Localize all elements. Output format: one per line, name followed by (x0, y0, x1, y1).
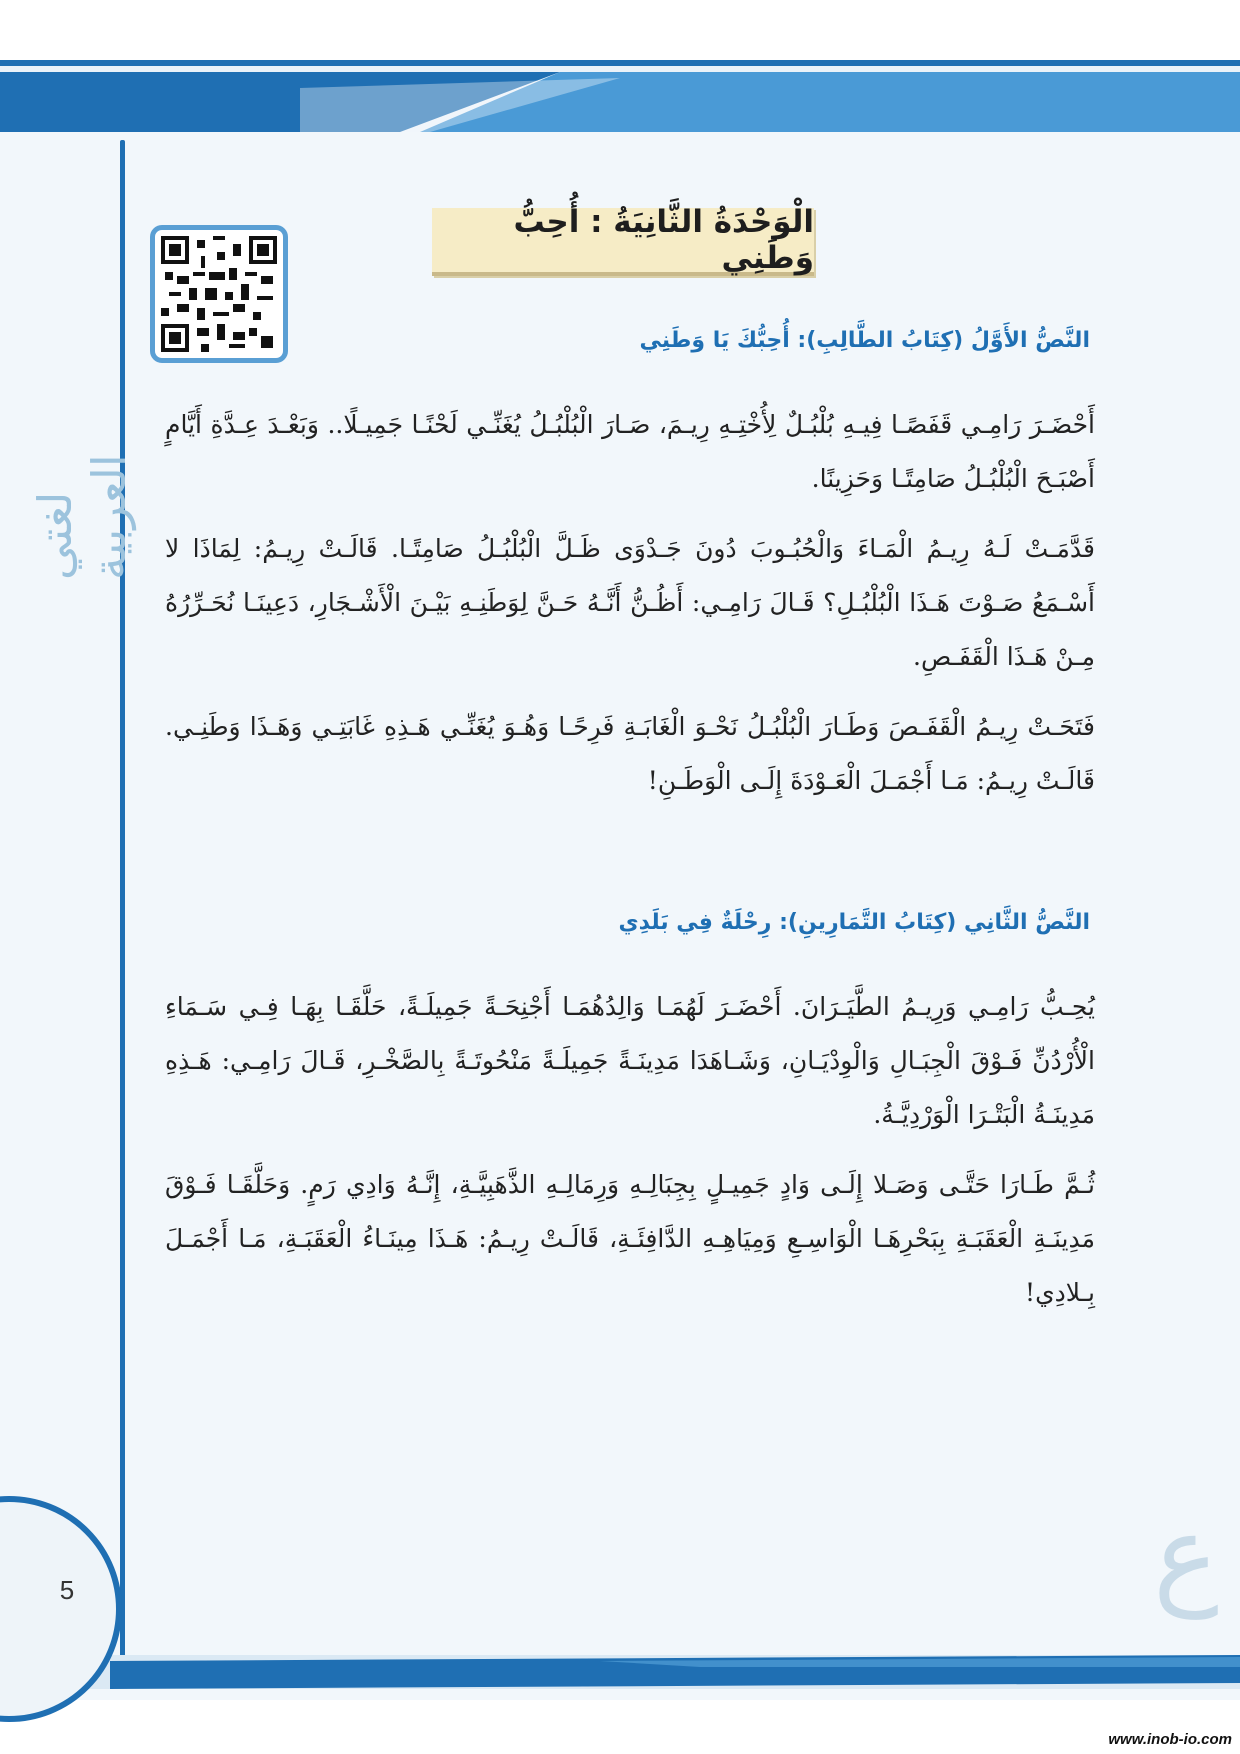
header-band (0, 60, 1240, 132)
section-heading-second-text: النَّصُّ الثَّانِي (كِتَابُ التَّمَارِينِ): رِحْلَةٌ فِي بَلَدِي (618, 910, 1090, 935)
site-watermark[interactable]: www.inob-io.com (1108, 1731, 1232, 1748)
book-side-title: لغتي العربية (28, 454, 136, 580)
paragraph: فَتَحَـتْ رِيـمُ الْقَفَـصَ وَطَـارَ الْبُلْبُـلُ نَحْـوَ الْغَابَـةِ فَرِحًـا وَهُـوَ يُغَنِّـي هَـذِهِ غَابَتِـي وَهَـذَا وَطَنِـي. قَالَـتْ رِيـمُ: مَـا أَجْمَـلَ الْعَـوْدَةَ إِلَـى الْوَطَـنِ! (165, 712, 1095, 795)
paragraph: قَدَّمَـتْ لَـهُ رِيـمُ الْمَـاءَ وَالْحُبُـوبَ دُونَ جَـدْوَى ظَـلَّ الْبُلْبُـلُ صَامِتًـا. قَالَـتْ رِيـمُ: لِمَاذَا لا أَسْـمَعُ صَـوْتَ هَـذَا الْبُلْبُـلِ؟ قَـالَ رَامِـي: أَظُـنُّ أَنَّـهُ حَـنَّ لِوَطَنِـهِ بَيْـنَ الْأَشْـجَارِ، دَعِينَـا نُحَـرِّرُهُ مِـنْ هَـذَا الْقَفَـصِ. (165, 534, 1095, 671)
paragraph: ثُـمَّ طَـارَا حَتَّـى وَصَـلا إِلَـى وَادٍ جَمِيـلٍ بِجِبَالِـهِ وَرِمَالِـهِ الذَّهَبِيَّـةِ، إِنَّـهُ وَادِي رَمٍ. وَحَلَّقَـا فَـوْقَ مَدِينَـةِ الْعَقَبَـةِ بِبَحْرِهَـا الْوَاسِـعِ وَمِيَاهِـهِ الدَّافِئَـةِ، قَالَـتْ رِيـمُ: هَـذَا مِينَـاءُ الْعَقَبَـةِ، مَـا أَجْمَـلَ بِـلادِي! (165, 1170, 1095, 1307)
decorative-letter-icon: ع (1153, 1491, 1219, 1619)
paragraph: يُحِـبُّ رَامِـي وَرِيـمُ الطَّيَـرَانَ. أَحْضَـرَ لَهُمَـا وَالِدُهُمَـا أَجْنِحَـةً جَمِيلَـةً، حَلَّقَـا بِهَـا فِـي سَـمَاءِ الْأُرْدُنِّ فَـوْقَ الْجِبَـالِ وَالْوِدْيَـانِ، وَشَـاهَدَا مَدِينَـةً جَمِيلَـةً مَنْحُوتَـةً بِالصَّخْـرِ، قَـالَ رَامِـي: هَـذِهِ مَدِينَـةُ الْبَتْـرَا الْوَرْدِيَّـةُ. (165, 992, 1095, 1129)
qr-code-icon[interactable] (150, 225, 288, 363)
unit-title: الْوَحْدَةُ الثَّانِيَةُ : أُحِبُّ وَطَنِي (432, 208, 814, 276)
paragraph: أَحْضَـرَ رَامِـي قَفَصًـا فِيـهِ بُلْبُـلٌ لِأُخْتِـهِ رِيـمَ، صَـارَ الْبُلْبُـلُ يُغَنِّـي لَحْنًـا جَمِيـلًا.. وَبَعْـدَ عِـدَّةِ أَيَّامٍ أَصْبَـحَ الْبُلْبُـلُ صَامِتًـا وَحَزِينًا. (165, 410, 1095, 493)
footer-band (0, 1655, 1240, 1689)
left-margin-rule (120, 140, 125, 1660)
page-number: 5 (59, 1575, 75, 1605)
section-heading-first-text: النَّصُّ الأَوَّلُ (كِتَابُ الطَّالِبِ): أُحِبُّكَ يَا وَطَنِي (639, 328, 1090, 353)
